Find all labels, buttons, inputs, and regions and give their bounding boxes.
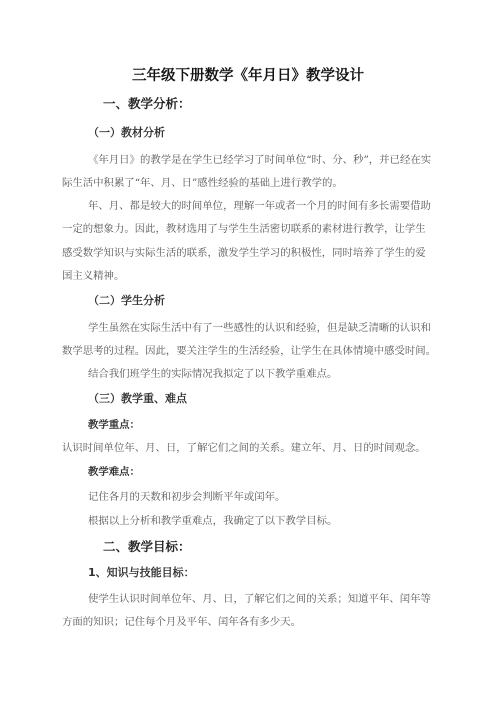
- key-points-label: 教学重点：: [88, 419, 140, 431]
- paragraph-line: 数学思考的过程。因此，要关注学生的生活经验，让学生在具体情境中感受时间。: [62, 345, 437, 357]
- paragraph-line: 一定的想象力。因此，教材选用了与学生生活密切联系的素材进行教学，让学生: [62, 223, 426, 235]
- key-points-text: 认识时间单位年、月、日，了解它们之间的关系。建立年、月、日的时间观念。: [62, 442, 426, 454]
- paragraph-line: 使学生认识时间单位年、月、日，了解它们之间的关系；知道平年、闰年等: [88, 593, 431, 605]
- page-title: 三年级下册数学《年月日》教学设计: [132, 68, 364, 84]
- section-heading-analysis: 一、教学分析：: [103, 96, 191, 111]
- paragraph-line: 方面的知识；记住每个月及平年、闰年各有多少天。: [62, 616, 301, 628]
- paragraph-line: 国主义精神。: [62, 270, 125, 282]
- paragraph-line: 年、月、都是较大的时间单位，理解一年或者一个月的时间有多长需要借助: [88, 200, 431, 212]
- subheading-student-analysis: （二）学生分析: [88, 294, 165, 307]
- subheading-key-difficult-points: （三）教学重、难点: [88, 392, 187, 405]
- paragraph-line: 学生虽然在实际生活中有了一些感性的认识和经验，但是缺乏清晰的认识和: [88, 322, 431, 334]
- paragraph-line: 记住各月的天数和初步会判断平年或闰年。: [88, 491, 286, 503]
- paragraph-line: 根据以上分析和教学重难点，我确定了以下教学目标。: [88, 515, 338, 527]
- paragraph-line: 《年月日》的教学是在学生已经学习了时间单位“时、分、秒”，并已经在实: [88, 154, 432, 166]
- section-heading-objectives: 二、教学目标：: [103, 539, 191, 554]
- subheading-textbook-analysis: （一）教材分析: [88, 126, 165, 139]
- paragraph-line: 际生活中积累了“年、月、日”感性经验的基础上进行教学的。: [62, 177, 343, 189]
- subheading-knowledge-skills: 1、知识与技能目标：: [88, 566, 195, 579]
- paragraph-line: 结合我们班学生的实际情况我拟定了以下教学重难点。: [88, 368, 338, 380]
- difficult-points-label: 教学难点：: [88, 466, 140, 478]
- paragraph-line: 感受数学知识与实际生活的联系，激发学生学习的积极性，同时培养了学生的爱: [62, 247, 426, 259]
